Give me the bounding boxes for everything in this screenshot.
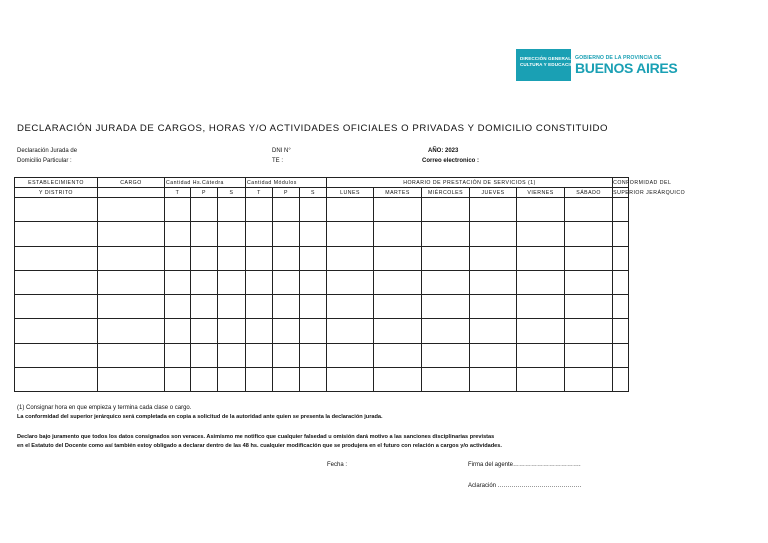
- table-row: [15, 368, 629, 392]
- table-cell[interactable]: [422, 343, 470, 367]
- table-cell[interactable]: [273, 319, 300, 343]
- te-label: TE :: [272, 158, 284, 164]
- table-cell[interactable]: [470, 343, 517, 367]
- col-mod-p: P: [273, 188, 300, 198]
- table-cell[interactable]: [327, 222, 374, 246]
- table-cell[interactable]: [422, 368, 470, 392]
- col-horario: HORARIO DE PRESTACIÓN DE SERVICIOS (1): [327, 178, 613, 188]
- table-cell[interactable]: [613, 198, 629, 222]
- table-cell[interactable]: [191, 343, 218, 367]
- table-cell[interactable]: [300, 343, 327, 367]
- table-cell[interactable]: [374, 198, 422, 222]
- table-cell[interactable]: [565, 319, 613, 343]
- table-cell[interactable]: [327, 198, 374, 222]
- col-conformidad: CONFORMIDAD DEL: [613, 179, 672, 186]
- logo: [516, 49, 677, 81]
- table-cell[interactable]: [165, 246, 191, 270]
- table-cell[interactable]: [165, 222, 191, 246]
- col-superior: SUPERIOR JERÁRQUICO: [613, 189, 686, 196]
- table-cell[interactable]: [517, 246, 565, 270]
- col-hs-p: P: [191, 188, 218, 198]
- table-row: [15, 295, 629, 319]
- logo-box: [516, 49, 580, 81]
- table-cell[interactable]: [218, 222, 246, 246]
- declaracion-label: Declaración Jurada de: [17, 148, 78, 154]
- table-cell[interactable]: [191, 319, 218, 343]
- table-cell[interactable]: [374, 295, 422, 319]
- table-cell[interactable]: [15, 319, 98, 343]
- table-cell[interactable]: [246, 319, 273, 343]
- table-cell[interactable]: [613, 270, 629, 294]
- table-cell[interactable]: [613, 368, 629, 392]
- table-row: [15, 270, 629, 294]
- table-cell[interactable]: [374, 246, 422, 270]
- table-cell[interactable]: [422, 198, 470, 222]
- table-cell[interactable]: [517, 270, 565, 294]
- table-cell[interactable]: [273, 343, 300, 367]
- table-cell[interactable]: [517, 343, 565, 367]
- col-day-lunes: LUNES: [327, 188, 374, 198]
- table-cell[interactable]: [327, 368, 374, 392]
- table-cell[interactable]: [15, 246, 98, 270]
- table-cell[interactable]: [374, 222, 422, 246]
- table-cell[interactable]: [470, 270, 517, 294]
- table-cell[interactable]: [470, 222, 517, 246]
- table-cell[interactable]: [191, 295, 218, 319]
- table-cell[interactable]: [517, 368, 565, 392]
- table-cell[interactable]: [165, 295, 191, 319]
- table-cell[interactable]: [422, 222, 470, 246]
- col-mod-s: S: [300, 188, 327, 198]
- table-cell[interactable]: [98, 319, 165, 343]
- table-cell[interactable]: [273, 198, 300, 222]
- col-modulos: Cantidad Módulos: [246, 178, 327, 188]
- col-day-martes: MARTES: [374, 188, 422, 198]
- col-distrito: Y DISTRITO: [15, 188, 98, 198]
- document-title: DECLARACIÓN JURADA DE CARGOS, HORAS Y/O ACTIVIDADES OFICIALES O PRIVADAS Y DOMICILIO CONSTITUIDO: [17, 123, 609, 134]
- table-cell[interactable]: [273, 246, 300, 270]
- table-cell[interactable]: [374, 319, 422, 343]
- table-cell[interactable]: [246, 368, 273, 392]
- table-cell[interactable]: [246, 198, 273, 222]
- table-cell[interactable]: [246, 295, 273, 319]
- table-cell[interactable]: [98, 343, 165, 367]
- table-cell[interactable]: [191, 368, 218, 392]
- table-cell[interactable]: [98, 270, 165, 294]
- table-cell[interactable]: [374, 270, 422, 294]
- col-day-sabado: SÁBADO: [565, 188, 613, 198]
- col-hs-t: T: [165, 188, 191, 198]
- table-cell[interactable]: [15, 368, 98, 392]
- table-cell[interactable]: [565, 246, 613, 270]
- table-cell[interactable]: [613, 295, 629, 319]
- table-cell[interactable]: [613, 222, 629, 246]
- table-cell[interactable]: [327, 295, 374, 319]
- table-cell[interactable]: [517, 198, 565, 222]
- table-cell[interactable]: [15, 343, 98, 367]
- col-mod-t: T: [246, 188, 273, 198]
- logo-line1: DIRECCIÓN GENERAL DE: [520, 56, 580, 61]
- table-cell[interactable]: [374, 343, 422, 367]
- table-cell[interactable]: [218, 246, 246, 270]
- dni-label: DNI N°: [272, 148, 291, 154]
- table-cell[interactable]: [165, 270, 191, 294]
- note-consignar: (1) Consignar hora en que empieza y termina cada clase o cargo.: [17, 405, 192, 411]
- declaration-line1: Declaro bajo juramento que todos los datos consignados son veraces. Asimismo me notifico que cualquier falsedad u omisión dará motivo a las sanciones disciplinarias previstas: [17, 434, 495, 440]
- table-cell[interactable]: [422, 246, 470, 270]
- table-cell[interactable]: [15, 270, 98, 294]
- table-cell[interactable]: [300, 246, 327, 270]
- table-cell[interactable]: [218, 319, 246, 343]
- table-row: [15, 246, 629, 270]
- correo-label: Correo electronico :: [422, 158, 480, 164]
- logo-gov-big: BUENOS AIRES: [575, 60, 678, 76]
- table-cell[interactable]: [327, 270, 374, 294]
- logo-text: [571, 49, 677, 81]
- table-cell[interactable]: [374, 368, 422, 392]
- table-cell[interactable]: [300, 319, 327, 343]
- table-cell[interactable]: [218, 198, 246, 222]
- col-hs-catedra: Cantidad Hs.Cátedra: [165, 178, 246, 188]
- table-row: [15, 343, 629, 367]
- table-cell[interactable]: [218, 270, 246, 294]
- table-cell[interactable]: [613, 246, 629, 270]
- table-cell[interactable]: [218, 295, 246, 319]
- table-cell[interactable]: [218, 343, 246, 367]
- col-hs-s: S: [218, 188, 246, 198]
- table-cell[interactable]: [517, 319, 565, 343]
- table-cell[interactable]: [165, 198, 191, 222]
- table-row: [15, 198, 629, 222]
- logo-line2: CULTURA Y EDUCACIÓN: [520, 62, 577, 67]
- table-cell[interactable]: [565, 343, 613, 367]
- table-cell[interactable]: [218, 368, 246, 392]
- col-establecimiento: ESTABLECIMIENTO: [15, 178, 98, 188]
- table-cell[interactable]: [470, 198, 517, 222]
- table-cell[interactable]: [15, 222, 98, 246]
- table-cell[interactable]: [15, 198, 98, 222]
- table-cell[interactable]: [327, 246, 374, 270]
- table-cell[interactable]: [613, 343, 629, 367]
- note-conformidad: La conformidad del superior jerárquico será completada en copia a solicitud de la autoridad ante quien se presenta la declaración jurada.: [17, 414, 383, 420]
- table-cell[interactable]: [327, 343, 374, 367]
- declaration-line2: en el Estatuto del Docente como así también estoy obligado a declarar dentro de las 48 hs. cualquier modificación que se produjera en el futuro con relación a cargos y/o actividades.: [17, 443, 502, 449]
- table-cell[interactable]: [300, 222, 327, 246]
- table-cell[interactable]: [246, 343, 273, 367]
- table-row: [15, 319, 629, 343]
- table-cell[interactable]: [15, 295, 98, 319]
- cargos-table: [14, 177, 686, 392]
- logo-gov-small: GOBIERNO DE LA PROVINCIA DE: [575, 55, 662, 61]
- domicilio-label: Domicilio Particular :: [17, 158, 72, 164]
- anio-label: AÑO: 2023: [428, 148, 459, 154]
- aclaracion-label: Aclaración ……………………………………: [468, 483, 582, 489]
- table-cell[interactable]: [470, 246, 517, 270]
- table-cell[interactable]: [273, 295, 300, 319]
- firma-label: Firma del agente…………………………….: [468, 462, 581, 468]
- table-cell[interactable]: [98, 246, 165, 270]
- col-day-viernes: VIERNES: [517, 188, 565, 198]
- table-cell[interactable]: [98, 368, 165, 392]
- col-cargo-blank: [98, 188, 165, 198]
- table-cell[interactable]: [517, 222, 565, 246]
- table-cell[interactable]: [300, 198, 327, 222]
- table-cell[interactable]: [327, 319, 374, 343]
- table-cell[interactable]: [98, 295, 165, 319]
- table-cell[interactable]: [191, 198, 218, 222]
- table-cell[interactable]: [517, 295, 565, 319]
- table-cell[interactable]: [565, 368, 613, 392]
- table-cell[interactable]: [422, 270, 470, 294]
- table-cell[interactable]: [191, 222, 218, 246]
- table-cell[interactable]: [565, 198, 613, 222]
- table-row: [15, 222, 629, 246]
- table-cell[interactable]: [470, 295, 517, 319]
- table-cell[interactable]: [273, 270, 300, 294]
- table-cell[interactable]: [300, 368, 327, 392]
- col-day-jueves: JUEVES: [470, 188, 517, 198]
- col-day-miercoles: MIÉRCOLES: [422, 188, 470, 198]
- table-cell[interactable]: [613, 319, 629, 343]
- table-cell[interactable]: [565, 222, 613, 246]
- table-cell[interactable]: [246, 246, 273, 270]
- table-cell[interactable]: [422, 319, 470, 343]
- table-cell[interactable]: [565, 295, 613, 319]
- table-subheader-row: [15, 188, 629, 198]
- table-cell[interactable]: [470, 368, 517, 392]
- table-cell[interactable]: [565, 270, 613, 294]
- table-header-row: [15, 178, 629, 188]
- fecha-label: Fecha :: [327, 462, 348, 468]
- table-cell[interactable]: [98, 198, 165, 222]
- table-cell[interactable]: [246, 270, 273, 294]
- table-cell[interactable]: [191, 270, 218, 294]
- table-cell[interactable]: [422, 295, 470, 319]
- table-cell[interactable]: [246, 222, 273, 246]
- table-cell[interactable]: [191, 246, 218, 270]
- table-cell[interactable]: [470, 319, 517, 343]
- table-cell[interactable]: [98, 222, 165, 246]
- table-cell[interactable]: [273, 368, 300, 392]
- table-cell[interactable]: [165, 368, 191, 392]
- table-cell[interactable]: [300, 295, 327, 319]
- col-cargo: CARGO: [98, 178, 165, 188]
- table-cell[interactable]: [165, 343, 191, 367]
- table-cell[interactable]: [273, 222, 300, 246]
- table-cell[interactable]: [300, 270, 327, 294]
- table-cell[interactable]: [165, 319, 191, 343]
